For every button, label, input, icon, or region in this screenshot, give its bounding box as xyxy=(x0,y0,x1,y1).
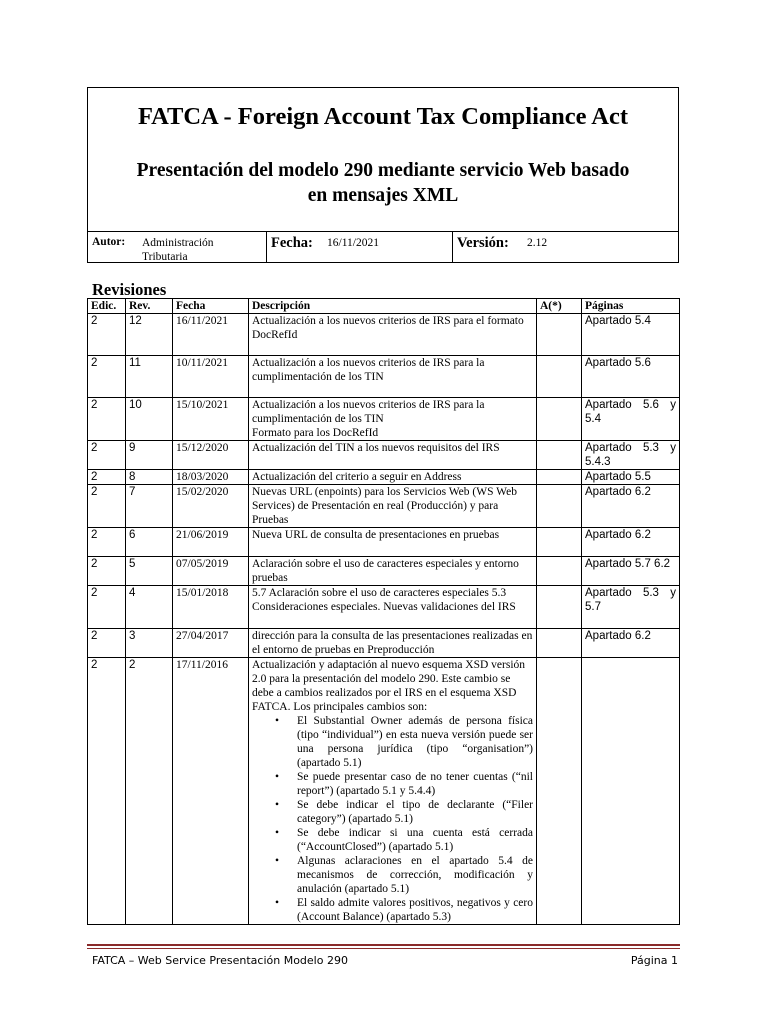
document-meta-row xyxy=(88,231,678,263)
cell-paginas: Apartado 5.5 xyxy=(582,470,680,485)
revisions-heading: Revisiones xyxy=(92,280,167,299)
cell-rev: 11 xyxy=(126,356,173,398)
column-header-a: A(*) xyxy=(537,299,582,314)
cell-paginas: Apartado 5.3 y 5.7 xyxy=(582,586,680,629)
cell-edic: 2 xyxy=(88,658,126,925)
cell-fecha: 10/11/2021 xyxy=(173,356,249,398)
change-intro: Actualización y adaptación al nuevo esquema XSD versión 2.0 para la presentación del modelo 290. Este cambio se debe a cambios realizados por el IRS en el esquema XSD FATCA. Los principales cambios son: xyxy=(252,659,526,713)
table-row xyxy=(88,398,680,441)
version-cell xyxy=(452,232,679,263)
date-label: Fecha: xyxy=(271,235,313,251)
footer-title: FATCA – Web Service Presentación Modelo 290 xyxy=(92,954,348,967)
table-row xyxy=(88,485,680,528)
cell-a xyxy=(537,470,582,485)
cell-edic: 2 xyxy=(88,314,126,356)
author-cell xyxy=(88,232,266,263)
table-row xyxy=(88,586,680,629)
table-row xyxy=(88,470,680,485)
list-item xyxy=(275,854,533,896)
cell-paginas: Apartado 5.4 xyxy=(582,314,680,356)
column-header-edic: Edic. xyxy=(88,299,126,314)
document-subtitle: Presentación del modelo 290 mediante servicio Web basado en mensajes XML xyxy=(136,160,630,206)
cell-paginas xyxy=(582,658,680,925)
cell-a xyxy=(537,398,582,441)
footer-rule-thin xyxy=(87,948,680,949)
cell-edic: 2 xyxy=(88,629,126,658)
cell-a xyxy=(537,441,582,470)
document-header-box xyxy=(87,87,679,263)
cell-a xyxy=(537,528,582,557)
cell-rev: 7 xyxy=(126,485,173,528)
cell-descripcion: Actualización del TIN a los nuevos requisitos del IRS xyxy=(249,441,537,470)
change-text: Se puede presentar caso de no tener cuentas (“nil report”) (apartado 5.1 y 5.4.4) xyxy=(297,771,533,797)
cell-edic: 2 xyxy=(88,398,126,441)
cell-descripcion: dirección para la consulta de las presentaciones realizadas en el entorno de pruebas en Preproducción xyxy=(249,629,537,658)
cell-paginas: Apartado 5.6 xyxy=(582,356,680,398)
cell-paginas: Apartado 6.2 xyxy=(582,629,680,658)
cell-paginas: Apartado 5.3 y 5.4.3 xyxy=(582,441,680,470)
cell-fecha: 17/11/2016 xyxy=(173,658,249,925)
cell-a xyxy=(537,586,582,629)
bullet-icon: • xyxy=(275,827,280,839)
column-header-descripcion: Descripción xyxy=(249,299,537,314)
cell-edic: 2 xyxy=(88,470,126,485)
column-header-paginas: Páginas xyxy=(582,299,680,314)
change-text: Se debe indicar el tipo de declarante (“Filer category”) (apartado 5.1) xyxy=(297,799,533,825)
bullet-icon: • xyxy=(275,715,280,727)
cell-fecha: 15/12/2020 xyxy=(173,441,249,470)
cell-descripcion: 5.7 Aclaración sobre el uso de caracteres especiales 5.3 Consideraciones especiales. Nuevas validaciones del IRS xyxy=(249,586,537,629)
list-item xyxy=(275,826,533,854)
list-item xyxy=(275,896,533,924)
cell-descripcion: Aclaración sobre el uso de caracteres especiales y entorno pruebas xyxy=(249,557,537,586)
cell-edic: 2 xyxy=(88,441,126,470)
cell-paginas: Apartado 5.6 y 5.4 xyxy=(582,398,680,441)
version-label: Versión: xyxy=(457,235,509,251)
bullet-icon: • xyxy=(275,897,280,909)
page-number: Página 1 xyxy=(630,954,678,967)
table-row xyxy=(88,441,680,470)
cell-edic: 2 xyxy=(88,356,126,398)
cell-fecha: 18/03/2020 xyxy=(173,470,249,485)
cell-rev: 2 xyxy=(126,658,173,925)
cell-a xyxy=(537,314,582,356)
table-row xyxy=(88,314,680,356)
cell-descripcion: Nueva URL de consulta de presentaciones en pruebas xyxy=(249,528,537,557)
cell-descripcion: Actualización a los nuevos criterios de IRS para la cumplimentación de los TIN Formato para los DocRefId xyxy=(249,398,537,441)
cell-edic: 2 xyxy=(88,528,126,557)
cell-fecha: 15/10/2021 xyxy=(173,398,249,441)
cell-rev: 8 xyxy=(126,470,173,485)
table-row xyxy=(88,629,680,658)
cell-edic: 2 xyxy=(88,485,126,528)
change-text: El saldo admite valores positivos, negativos y cero (Account Balance) (apartado 5.3) xyxy=(297,897,533,923)
cell-a xyxy=(537,356,582,398)
list-item xyxy=(275,770,533,798)
cell-descripcion: Nuevas URL (enpoints) para los Servicios Web (WS Web Services) de Presentación en real (Producción) y para Pruebas xyxy=(249,485,537,528)
cell-descripcion: Actualización a los nuevos criterios de IRS para el formato DocRefId xyxy=(249,314,537,356)
cell-a xyxy=(537,557,582,586)
column-header-fecha: Fecha xyxy=(173,299,249,314)
cell-edic: 2 xyxy=(88,586,126,629)
cell-descripcion: Actualización a los nuevos criterios de IRS para la cumplimentación de los TIN xyxy=(249,356,537,398)
table-row xyxy=(88,528,680,557)
cell-rev: 5 xyxy=(126,557,173,586)
cell-fecha: 15/02/2020 xyxy=(173,485,249,528)
bullet-icon: • xyxy=(275,799,280,811)
table-row xyxy=(88,658,680,925)
cell-fecha: 15/01/2018 xyxy=(173,586,249,629)
cell-paginas: Apartado 6.2 xyxy=(582,485,680,528)
column-header-rev: Rev. xyxy=(126,299,173,314)
cell-rev: 9 xyxy=(126,441,173,470)
cell-fecha: 27/04/2017 xyxy=(173,629,249,658)
cell-rev: 4 xyxy=(126,586,173,629)
table-row xyxy=(88,356,680,398)
cell-fecha: 21/06/2019 xyxy=(173,528,249,557)
footer-rule xyxy=(87,944,680,946)
change-text: El Substantial Owner además de persona física (tipo “individual”) en esta nueva versión puede ser una persona jurídica (tipo “organisation”) (apartado 5.1) xyxy=(297,715,533,769)
list-item xyxy=(275,714,533,770)
cell-rev: 3 xyxy=(126,629,173,658)
cell-paginas: Apartado 5.7 6.2 xyxy=(582,557,680,586)
author-label: Autor: xyxy=(92,236,126,248)
bullet-icon: • xyxy=(275,771,280,783)
list-item xyxy=(275,798,533,826)
author-value: Administración Tributaria xyxy=(142,237,214,263)
change-text: Se debe indicar si una cuenta está cerrada (“AccountClosed”) (apartado 5.1) xyxy=(297,827,533,853)
date-cell xyxy=(266,232,453,263)
bullet-icon: • xyxy=(275,855,280,867)
cell-fecha: 16/11/2021 xyxy=(173,314,249,356)
cell-descripcion: Actualización del criterio a seguir en Address xyxy=(249,470,537,485)
version-value: 2.12 xyxy=(527,237,548,249)
cell-rev: 12 xyxy=(126,314,173,356)
change-text: Algunas aclaraciones en el apartado 5.4 de mecanismos de corrección, modificación y anulación (apartado 5.1) xyxy=(297,855,533,895)
cell-paginas: Apartado 6.2 xyxy=(582,528,680,557)
cell-a xyxy=(537,658,582,925)
cell-a xyxy=(537,629,582,658)
cell-fecha: 07/05/2019 xyxy=(173,557,249,586)
cell-descripcion xyxy=(249,658,537,925)
table-header-row xyxy=(88,299,680,314)
document-title: FATCA - Foreign Account Tax Compliance Act xyxy=(138,103,628,130)
changes-list xyxy=(252,714,533,924)
cell-edic: 2 xyxy=(88,557,126,586)
cell-rev: 6 xyxy=(126,528,173,557)
date-value: 16/11/2021 xyxy=(327,237,379,249)
cell-a xyxy=(537,485,582,528)
cell-rev: 10 xyxy=(126,398,173,441)
table-row xyxy=(88,557,680,586)
revisions-table xyxy=(87,298,680,925)
